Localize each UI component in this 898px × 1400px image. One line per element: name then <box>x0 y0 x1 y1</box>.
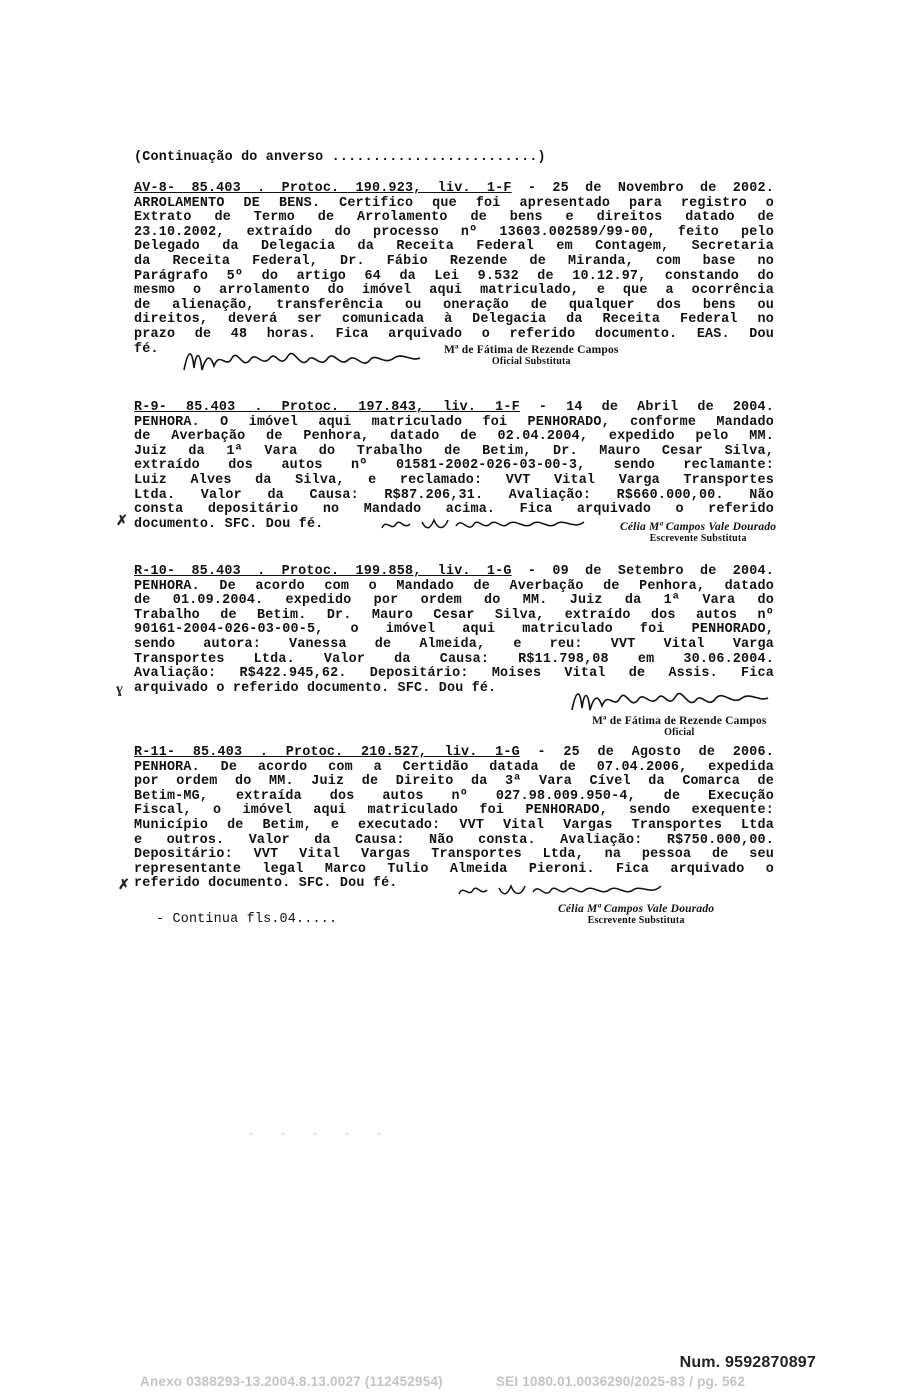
entry-line: PENHORA. De acordo com o Mandado de Averbação de Penhora, datado <box>134 578 774 594</box>
entry-line: PENHORA. O imóvel aqui matriculado foi PENHORADO, conforme Mandado <box>134 414 774 430</box>
entry-line: direitos, deverá ser comunicada à Delegacia da Receita Federal no <box>134 312 774 328</box>
entry-r11 <box>134 746 774 892</box>
entry-r10 <box>134 565 774 696</box>
signature-fatima-2 <box>568 680 773 716</box>
entry-line: representante legal Marco Tulio Almeida Pieroni. Fica arquivado o <box>134 861 774 877</box>
entry-line: e outros. Valor da Causa: Não consta. Avaliação: R$750.000,00. <box>134 832 774 848</box>
entry-line: Extrato de Termo de Arrolamento de bens e direitos datado de <box>134 210 774 226</box>
entry-line: mesmo o arrolamento do imóvel aqui matriculado, e que a ocorrência <box>134 283 774 299</box>
entry-line: fé. <box>134 341 159 357</box>
entry-line: referido documento. SFC. Dou fé. <box>134 876 398 892</box>
entry-line: Juiz da 1ª Vara do Trabalho de Betim, Dr. Mauro Cesar Silva, <box>134 443 774 459</box>
entry-line: Fiscal, o imóvel aqui matriculado foi PENHORADO, sendo exequente: <box>134 803 774 819</box>
entry-date: - 09 de Setembro de 2004. <box>511 564 774 579</box>
entry-line: Parágrafo 5º do artigo 64 da Lei 9.532 de 10.12.97, constando do <box>134 268 774 284</box>
margin-mark: ɣ <box>116 682 124 697</box>
signature-celia-2 <box>455 874 670 904</box>
entry-line: 90161-2004-026-03-00-5, o imóvel aqui matriculado foi PENHORADO, <box>134 622 774 638</box>
entry-date: - 25 de Agosto de 2006. <box>519 745 774 760</box>
signer-name: Célia Mª Campos Vale Dourado <box>558 903 715 915</box>
signer-r10 <box>592 715 767 738</box>
entry-line: 23.10.2002, extraído do processo nº 13603.002589/99-00, feito pelo <box>134 224 774 240</box>
signer-name: Mª de Fátima de Rezende Campos <box>444 344 619 356</box>
continua-note: - Continua fls.04..... <box>156 912 338 927</box>
entry-line: Trabalho de Betim. Dr. Mauro Cesar Silva, extraído dos autos nº <box>134 607 774 623</box>
entry-line: de 01.09.2004. expedido por ordem do MM. Juiz da 1ª Vara do <box>134 593 774 609</box>
entry-head: R-10- 85.403 . Protoc. 199.858, liv. 1-G <box>134 564 512 579</box>
signer-r11 <box>558 903 714 926</box>
entry-line: Betim-MG, extraída dos autos nº 027.98.009.950-4, de Execução <box>134 788 774 804</box>
entry-line: de alienação, transferência ou oneração de qualquer dos bens ou <box>134 297 774 313</box>
entry-line: por ordem do MM. Juiz de Direito da 3ª Vara Cível da Comarca de <box>134 774 774 790</box>
entry-head: R-9- 85.403 . Protoc. 197.843, liv. 1-F <box>134 400 520 415</box>
signer-r9 <box>620 521 776 544</box>
footer-anexo: Anexo 0388293-13.2004.8.13.0027 (112452954) <box>140 1374 443 1389</box>
entry-line: de Averbação de Penhora, datado de 02.04.2004, expedido pelo MM. <box>134 429 774 445</box>
entry-date: - 25 de Novembro de 2002. <box>511 181 774 196</box>
margin-mark: ✗ <box>116 514 128 529</box>
signer-av8 <box>444 344 619 367</box>
entry-line: PENHORA. De acordo com a Certidão datada de 07.04.2006, expedida <box>134 759 774 775</box>
entry-line: extraído dos autos nº 01581-2002-026-03-00-3, sendo reclamante: <box>134 458 774 474</box>
signature-fatima-1 <box>180 340 430 380</box>
entry-line: Transportes Ltda. Valor da Causa: R$11.798,08 em 30.06.2004. <box>134 651 774 667</box>
entry-line: documento. SFC. Dou fé. <box>134 516 324 532</box>
signer-name: Mª de Fátima de Rezende Campos <box>592 715 767 727</box>
signer-role: Escrevente Substituta <box>587 915 685 926</box>
entry-line: Avaliação: R$422.945,62. Depositário: Moises Vital de Assis. Fica <box>134 666 774 682</box>
signer-role: Escrevente Substituta <box>649 533 747 544</box>
signature-celia-1 <box>378 508 593 538</box>
footer-sei: SEI 1080.01.0036290/2025-83 / pg. 562 <box>496 1374 746 1389</box>
entry-line: Luiz Alves da Silva, e reclamado: VVT Vital Varga Transportes <box>134 472 774 488</box>
entry-line: Ltda. Valor da Causa: R$87.206,31. Avaliação: R$660.000,00. Não <box>134 487 774 503</box>
entry-head: R-11- 85.403 . Protoc. 210.527, liv. 1-G <box>134 745 520 760</box>
entry-line: ARROLAMENTO DE BENS. Certifico que foi apresentado para registro o <box>134 195 774 211</box>
entry-line: consta depositário no Mandado acima. Fica arquivado o referido <box>134 502 774 518</box>
entry-date: - 14 de Abril de 2004. <box>519 400 774 415</box>
entry-line: Município de Betim, e executado: VVT Vital Vargas Transportes Ltda <box>134 817 774 833</box>
entry-av8 <box>134 182 774 357</box>
entry-head: AV-8- 85.403 . Protoc. 190.923, liv. 1-F <box>134 181 512 196</box>
signer-name: Célia Mª Campos Vale Dourado <box>620 521 777 533</box>
margin-mark: ✗ <box>118 878 130 893</box>
signer-role: Oficial Substituta <box>491 356 571 367</box>
entry-line: arquivado o referido documento. SFC. Dou fé. <box>134 680 497 696</box>
continuation-header: (Continuação do anverso .........................) <box>134 150 546 165</box>
signer-role: Oficial <box>664 727 695 738</box>
scan-specks: ····· <box>248 1130 409 1141</box>
entry-line: prazo de 48 horas. Fica arquivado o referido documento. EAS. Dou <box>134 326 774 342</box>
entry-line: sendo autora: Vanessa de Almeida, e reu: VVT Vital Varga <box>134 636 774 652</box>
entry-line: da Receita Federal, Dr. Fábio Rezende de Miranda, com base no <box>134 253 774 269</box>
document-number: Num. 9592870897 <box>679 1354 816 1371</box>
entry-line: Delegado da Delegacia da Receita Federal em Contagem, Secretaria <box>134 239 774 255</box>
entry-line: Depositário: VVT Vital Vargas Transportes Ltda, na pessoa de seu <box>134 847 774 863</box>
